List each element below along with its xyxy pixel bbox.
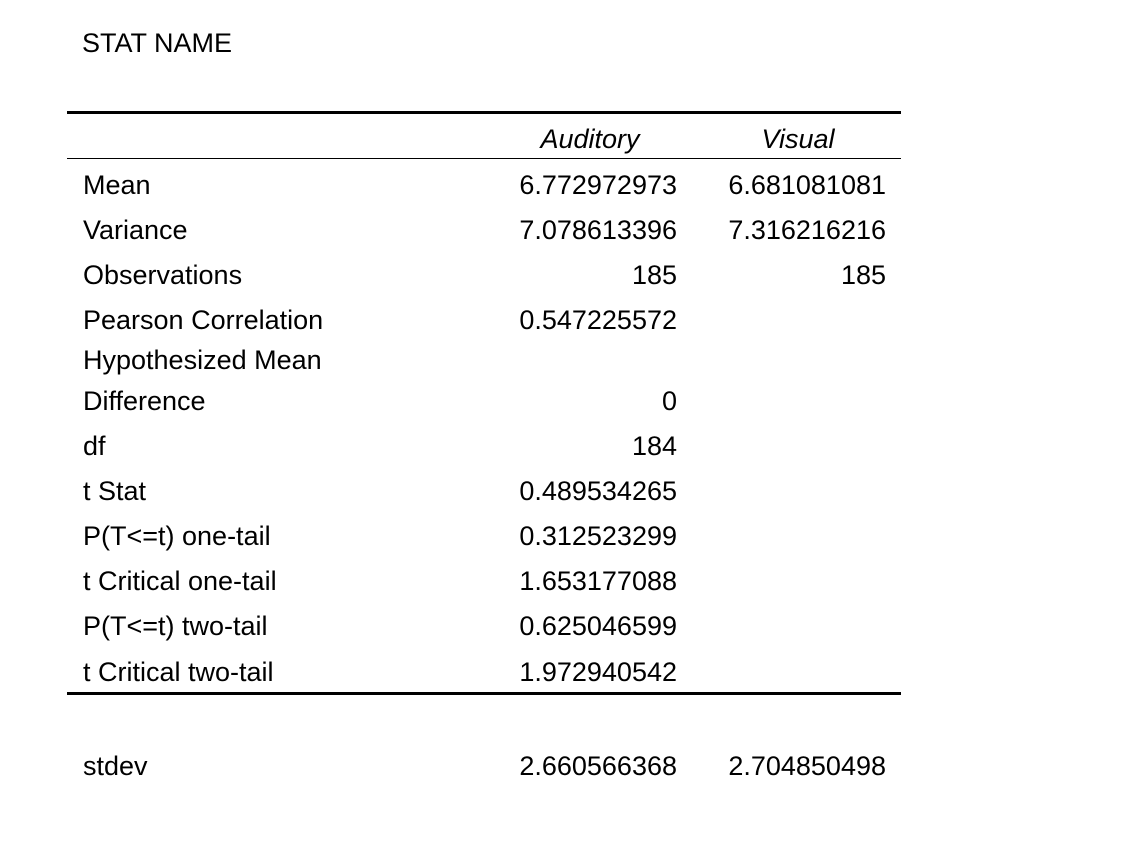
table-bottom-rule: [67, 692, 901, 695]
row-label-t-critical-one-tail: t Critical one-tail: [83, 566, 277, 596]
row-label-observations: Observations: [83, 260, 243, 290]
row-label-difference: Difference: [83, 386, 206, 416]
cell-mean-auditory: 6.772972973: [519, 170, 677, 200]
cell-variance-auditory: 7.078613396: [519, 215, 677, 245]
row-label-variance: Variance: [83, 215, 188, 245]
cell-t-stat-auditory: 0.489534265: [519, 476, 677, 506]
row-label-t-stat: t Stat: [83, 476, 147, 506]
cell-p-one-tail-auditory: 0.312523299: [519, 521, 677, 551]
cell-stdev-auditory: 2.660566368: [519, 751, 677, 781]
cell-variance-visual: 7.316216216: [728, 215, 886, 245]
column-header-auditory: Auditory: [540, 124, 640, 154]
cell-stdev-visual: 2.704850498: [728, 751, 886, 781]
cell-difference-auditory: 0: [661, 386, 677, 416]
header-rule: [67, 158, 901, 159]
row-label-mean: Mean: [83, 170, 151, 200]
cell-t-critical-two-tail-auditory: 1.972940542: [519, 657, 677, 687]
row-label-stdev: stdev: [83, 751, 148, 781]
cell-observations-auditory: 185: [631, 260, 677, 290]
cell-pearson-correlation-auditory: 0.547225572: [519, 305, 677, 335]
row-label-t-critical-two-tail: t Critical two-tail: [83, 657, 274, 687]
cell-observations-visual: 185: [840, 260, 886, 290]
cell-p-two-tail-auditory: 0.625046599: [519, 611, 677, 641]
page-title: STAT NAME: [82, 28, 233, 58]
row-label-p-two-tail: P(T<=t) two-tail: [83, 611, 268, 641]
cell-mean-visual: 6.681081081: [728, 170, 886, 200]
column-header-visual: Visual: [761, 124, 835, 154]
row-label-hypothesized-mean: Hypothesized Mean: [83, 345, 322, 375]
row-label-p-one-tail: P(T<=t) one-tail: [83, 521, 271, 551]
cell-df-auditory: 184: [631, 431, 677, 461]
row-label-df: df: [83, 431, 106, 461]
cell-t-critical-one-tail-auditory: 1.653177088: [519, 566, 677, 596]
table-top-rule: [67, 111, 901, 114]
row-label-pearson-correlation: Pearson Correlation: [83, 305, 324, 335]
